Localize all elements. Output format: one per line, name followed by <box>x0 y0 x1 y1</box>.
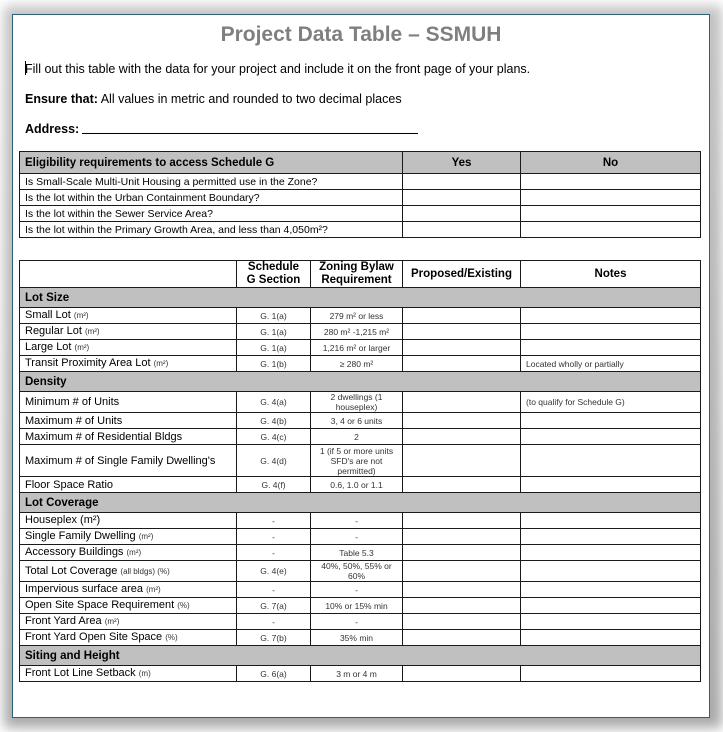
row-label: Accessory Buildings (m²) <box>20 545 237 561</box>
requirement: 2 dwellings (1 houseplex) <box>311 392 403 413</box>
notes-cell[interactable] <box>521 630 701 646</box>
notes-header: Notes <box>521 261 701 288</box>
schedule-section: - <box>237 513 311 529</box>
row-label: Total Lot Coverage (all bldgs) (%) <box>20 561 237 582</box>
eligibility-row <box>20 206 701 222</box>
schedule-section: G. 1(a) <box>237 340 311 356</box>
section-lot-coverage <box>20 493 701 513</box>
notes-cell[interactable] <box>521 445 701 477</box>
schedule-section: G. 4(c) <box>237 429 311 445</box>
table-row <box>20 630 701 646</box>
notes-cell[interactable] <box>521 413 701 429</box>
eligibility-table <box>19 151 701 238</box>
table-row <box>20 529 701 545</box>
notes-cell[interactable] <box>521 545 701 561</box>
address-row <box>25 121 418 136</box>
proposed-cell[interactable] <box>403 445 521 477</box>
proposed-cell[interactable] <box>403 614 521 630</box>
schedule-section: G. 4(b) <box>237 413 311 429</box>
table-row <box>20 561 701 582</box>
schedule-section: G. 4(d) <box>237 445 311 477</box>
schedule-section: - <box>237 545 311 561</box>
page-title: Project Data Table – SSMUH <box>220 23 502 46</box>
schedule-section: G. 1(a) <box>237 324 311 340</box>
requirement: 0.6, 1.0 or 1.1 <box>311 477 403 493</box>
address-field[interactable] <box>82 121 418 134</box>
table-row <box>20 666 701 682</box>
notes-cell[interactable] <box>521 666 701 682</box>
yes-cell[interactable] <box>403 222 521 238</box>
schedule-section: - <box>237 582 311 598</box>
row-label: Maximum # of Residential Bldgs <box>20 429 237 445</box>
proposed-cell[interactable] <box>403 582 521 598</box>
proposed-cell[interactable] <box>403 308 521 324</box>
requirement: 2 <box>311 429 403 445</box>
notes-cell[interactable] <box>521 614 701 630</box>
requirement: 40%, 50%, 55% or 60% <box>311 561 403 582</box>
table-row <box>20 477 701 493</box>
requirement: - <box>311 513 403 529</box>
no-header: No <box>521 152 701 174</box>
row-label: Transit Proximity Area Lot (m²) <box>20 356 237 372</box>
row-label: Minimum # of Units <box>20 392 237 413</box>
row-label: Maximum # of Units <box>20 413 237 429</box>
table-row <box>20 598 701 614</box>
requirement: - <box>311 614 403 630</box>
section-title: Lot Coverage <box>20 493 701 513</box>
requirement: ≥ 280 m² <box>311 356 403 372</box>
proposed-cell[interactable] <box>403 513 521 529</box>
eligibility-question: Is Small-Scale Multi-Unit Housing a permitted use in the Zone? <box>20 174 403 190</box>
ensure-text: Ensure that: All values in metric and rounded to two decimal places <box>25 92 402 106</box>
section-lot-size <box>20 288 701 308</box>
requirement: - <box>311 582 403 598</box>
schedule-section: G. 4(e) <box>237 561 311 582</box>
table-row <box>20 340 701 356</box>
table-row <box>20 308 701 324</box>
table-row <box>20 614 701 630</box>
row-label: Maximum # of Single Family Dwelling's <box>20 445 237 477</box>
proposed-cell[interactable] <box>403 356 521 372</box>
schedule-section: - <box>237 529 311 545</box>
schedule-section: - <box>237 614 311 630</box>
notes-cell[interactable] <box>521 582 701 598</box>
row-label: Floor Space Ratio <box>20 477 237 493</box>
proposed-cell[interactable] <box>403 477 521 493</box>
proposed-cell[interactable] <box>403 324 521 340</box>
table-row <box>20 429 701 445</box>
label-header <box>20 261 237 288</box>
notes-cell[interactable] <box>521 308 701 324</box>
eligibility-question: Is the lot within the Primary Growth Area, and less than 4,050m²? <box>20 222 403 238</box>
proposed-cell[interactable] <box>403 392 521 413</box>
notes-cell[interactable] <box>521 598 701 614</box>
row-label: Front Yard Open Site Space (%) <box>20 630 237 646</box>
proposed-cell[interactable] <box>403 529 521 545</box>
notes-cell[interactable]: (to qualify for Schedule G) <box>521 392 701 413</box>
eligibility-header-row <box>20 152 701 174</box>
notes-cell[interactable] <box>521 561 701 582</box>
notes-cell[interactable] <box>521 529 701 545</box>
row-label: Open Site Space Requirement (%) <box>20 598 237 614</box>
proposed-cell[interactable] <box>403 630 521 646</box>
schedule-section: G. 1(b) <box>237 356 311 372</box>
requirement: 3, 4 or 6 units <box>311 413 403 429</box>
requirement: 279 m² or less <box>311 308 403 324</box>
row-label: Impervious surface area (m²) <box>20 582 237 598</box>
proposed-cell[interactable] <box>403 561 521 582</box>
proposed-existing-header: Proposed/Existing <box>403 261 521 288</box>
table-row <box>20 356 701 372</box>
instruction-text: Fill out this table with the data for your project and include it on the front page of your plans. <box>25 62 531 76</box>
proposed-cell[interactable] <box>403 598 521 614</box>
address-label: Address: <box>25 122 80 136</box>
row-label: Single Family Dwelling (m²) <box>20 529 237 545</box>
eligibility-row <box>20 222 701 238</box>
eligibility-question: Is the lot within the Urban Containment Boundary? <box>20 190 403 206</box>
schedule-section: G. 4(f) <box>237 477 311 493</box>
yes-cell[interactable] <box>403 190 521 206</box>
section-siting-height <box>20 646 701 666</box>
eligibility-row <box>20 190 701 206</box>
table-row <box>20 324 701 340</box>
data-header-row <box>20 261 701 288</box>
schedule-section: G. 7(b) <box>237 630 311 646</box>
eligibility-header: Eligibility requirements to access Schedule G <box>20 152 403 174</box>
no-cell[interactable] <box>521 206 701 222</box>
requirement: 1 (if 5 or more units SFD's are not permitted) <box>311 445 403 477</box>
schedule-section: G. 1(a) <box>237 308 311 324</box>
yes-cell[interactable] <box>403 174 521 190</box>
yes-cell[interactable] <box>403 206 521 222</box>
requirement: 280 m² -1,215 m² <box>311 324 403 340</box>
requirement: Table 5.3 <box>311 545 403 561</box>
requirement: 1,216 m² or larger <box>311 340 403 356</box>
section-title: Lot Size <box>20 288 701 308</box>
table-row <box>20 545 701 561</box>
requirement: - <box>311 529 403 545</box>
row-label: Houseplex (m²) <box>20 513 237 529</box>
proposed-cell[interactable] <box>403 545 521 561</box>
no-cell[interactable] <box>521 174 701 190</box>
eligibility-row <box>20 174 701 190</box>
section-title: Siting and Height <box>20 646 701 666</box>
table-row <box>20 513 701 529</box>
row-label: Large Lot (m²) <box>20 340 237 356</box>
proposed-cell[interactable] <box>403 413 521 429</box>
table-row <box>20 445 701 477</box>
ensure-label: Ensure that: <box>25 92 98 106</box>
proposed-cell[interactable] <box>403 666 521 682</box>
row-label: Regular Lot (m²) <box>20 324 237 340</box>
notes-cell[interactable] <box>521 340 701 356</box>
row-label: Front Lot Line Setback (m) <box>20 666 237 682</box>
section-title: Density <box>20 372 701 392</box>
schedule-section-header: Schedule G Section <box>237 261 311 288</box>
notes-cell[interactable] <box>521 324 701 340</box>
table-row <box>20 413 701 429</box>
row-label: Small Lot (m²) <box>20 308 237 324</box>
notes-cell[interactable]: Located wholly or partially <box>521 356 701 372</box>
table-row <box>20 392 701 413</box>
notes-cell[interactable] <box>521 429 701 445</box>
requirement: 3 m or 4 m <box>311 666 403 682</box>
schedule-section: G. 7(a) <box>237 598 311 614</box>
schedule-section: G. 4(a) <box>237 392 311 413</box>
eligibility-question: Is the lot within the Sewer Service Area? <box>20 206 403 222</box>
no-cell[interactable] <box>521 190 701 206</box>
section-density <box>20 372 701 392</box>
proposed-cell[interactable] <box>403 429 521 445</box>
row-label: Front Yard Area (m²) <box>20 614 237 630</box>
notes-cell[interactable] <box>521 513 701 529</box>
bylaw-requirement-header: Zoning Bylaw Requirement <box>311 261 403 288</box>
requirement: 10% or 15% min <box>311 598 403 614</box>
schedule-section: G. 6(a) <box>237 666 311 682</box>
proposed-cell[interactable] <box>403 340 521 356</box>
requirement: 35% min <box>311 630 403 646</box>
notes-cell[interactable] <box>521 477 701 493</box>
table-row <box>20 582 701 598</box>
yes-header: Yes <box>403 152 521 174</box>
document-page <box>12 14 710 718</box>
project-data-table <box>19 260 701 682</box>
no-cell[interactable] <box>521 222 701 238</box>
